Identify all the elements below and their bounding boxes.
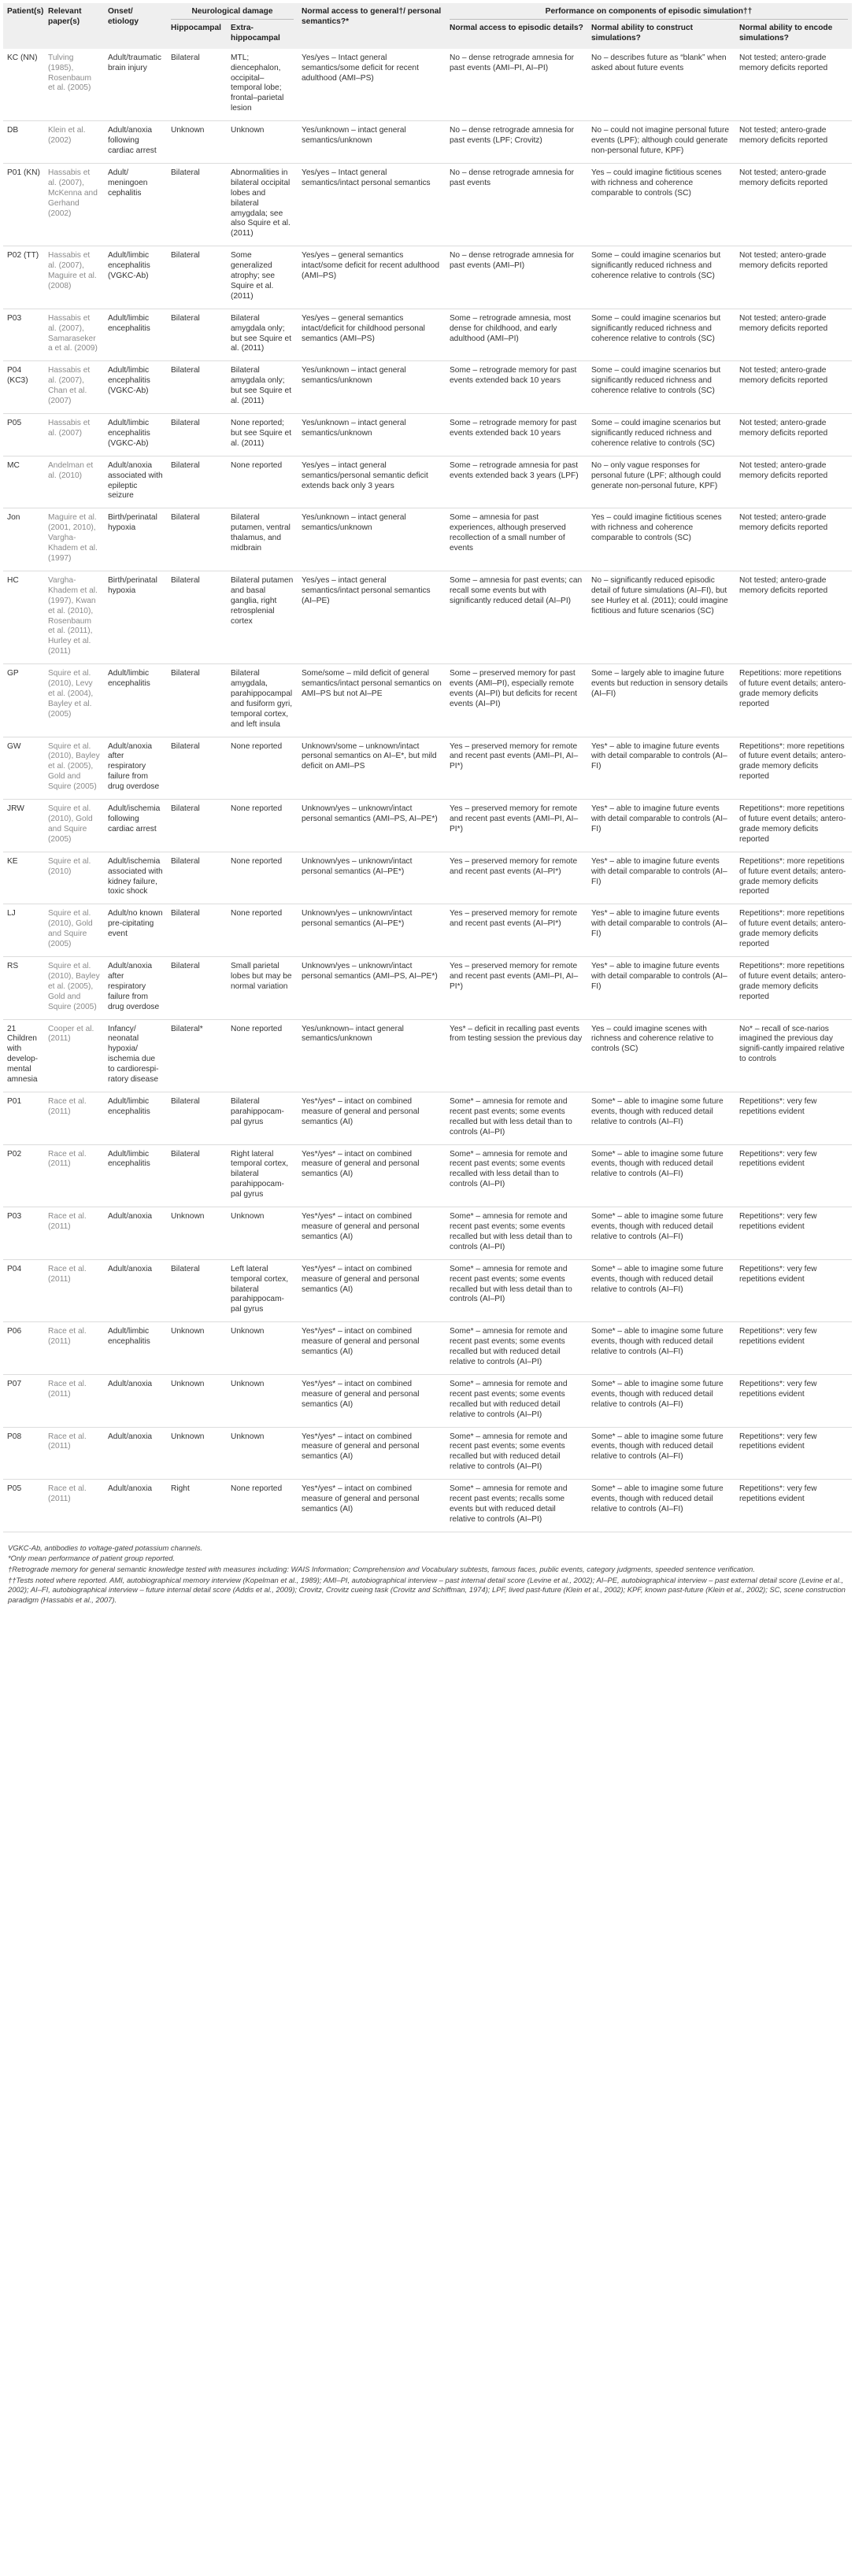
semantics-cell: Unknown/yes – unknown/intact personal semantics (AI–PE*)	[298, 904, 446, 957]
extra-hippocampal-cell: None reported	[227, 737, 298, 800]
semantics-cell: Yes*/yes* – intact on combined measure of general and personal semantics (AI)	[298, 1322, 446, 1375]
patient-cell: GW	[3, 737, 44, 800]
table-row	[3, 800, 852, 852]
episodic-details-cell: No – dense retrograde amnesia for past events	[446, 163, 587, 246]
patient-cell: P04 (KC3)	[3, 361, 44, 414]
onset-cell: Adult/limbic encephalitis	[104, 664, 167, 737]
patient-cell: MC	[3, 456, 44, 508]
extra-hippocampal-cell: None reported	[227, 852, 298, 904]
extra-hippocampal-cell: Unknown	[227, 1322, 298, 1375]
hippocampal-cell: Bilateral	[167, 664, 227, 737]
encode-simulations-cell: Repetitions*: very few repetitions evident	[735, 1322, 852, 1375]
onset-cell: Adult/anoxia	[104, 1259, 167, 1322]
extra-hippocampal-cell: None reported	[227, 1480, 298, 1532]
onset-cell: Adult/anoxia following cardiac arrest	[104, 121, 167, 164]
encode-simulations-cell: Repetitions*: very few repetitions evident	[735, 1207, 852, 1260]
patient-cell: P02	[3, 1144, 44, 1207]
footnote-abbreviation: VGKC-Ab, antibodies to voltage-gated potassium channels.	[8, 1543, 203, 1552]
construct-simulations-cell: Some* – able to imagine some future events, though with reduced detail relative to controls (AI–FI)	[587, 1374, 735, 1427]
construct-simulations-cell: Some – largely able to imagine future events but reduction in sensory details (AI–FI)	[587, 664, 735, 737]
episodic-details-cell: Yes – preserved memory for remote and recent past events (AI–PI*)	[446, 852, 587, 904]
patient-cell: JRW	[3, 800, 44, 852]
hippocampal-cell: Bilateral	[167, 508, 227, 571]
encode-simulations-cell: Repetitions: more repetitions of future event details; antero-grade memory deficits reported	[735, 664, 852, 737]
construct-simulations-cell: Some* – able to imagine some future events, though with reduced detail relative to controls (AI–FI)	[587, 1322, 735, 1375]
construct-simulations-cell: Yes* – able to imagine future events with detail comparable to controls (AI–FI)	[587, 737, 735, 800]
onset-cell: Adult/anoxia after respiratory failure from drug overdose	[104, 737, 167, 800]
amnesia-patients-table	[3, 3, 852, 1532]
construct-simulations-cell: No – significantly reduced episodic detail of future simulations (AI–FI), but see Hurley et al. (2011); could imagine fictitious and future scenarios (SC)	[587, 571, 735, 663]
construct-simulations-cell: Some* – able to imagine some future events, though with reduced detail relative to controls (AI–FI)	[587, 1144, 735, 1207]
semantics-cell: Yes*/yes* – intact on combined measure of general and personal semantics (AI)	[298, 1207, 446, 1260]
semantics-cell: Yes/yes – intact general semantics/personal semantic deficit extends back only 3 years	[298, 456, 446, 508]
papers-cell: Maguire et al. (2001, 2010), Vargha-Khadem et al. (1997)	[44, 508, 104, 571]
encode-simulations-cell: Repetitions*: more repetitions of future event details; antero-grade memory deficits reported	[735, 904, 852, 957]
papers-cell: Hassabis et al. (2007)	[44, 414, 104, 456]
onset-cell: Adult/anoxia	[104, 1374, 167, 1427]
header-episodic-performance-label: Performance on components of episodic simulation††	[450, 7, 848, 20]
encode-simulations-cell: Not tested; antero-grade memory deficits reported	[735, 49, 852, 121]
encode-simulations-cell: Not tested; antero-grade memory deficits reported	[735, 163, 852, 246]
episodic-details-cell: Some* – amnesia for remote and recent past events; some events recalled but with reduced detail relative to controls (AI–PI)	[446, 1322, 587, 1375]
patient-cell: P05	[3, 1480, 44, 1532]
hippocampal-cell: Bilateral	[167, 309, 227, 361]
patient-cell: RS	[3, 956, 44, 1019]
header-semantics: Normal access to general†/ personal semantics?*	[298, 3, 446, 49]
patient-cell: P08	[3, 1427, 44, 1480]
construct-simulations-cell: Some – could imagine scenarios but significantly reduced richness and coherence relative to controls (SC)	[587, 309, 735, 361]
encode-simulations-cell: Not tested; antero-grade memory deficits reported	[735, 571, 852, 663]
extra-hippocampal-cell: Bilateral putamen, ventral thalamus, and midbrain	[227, 508, 298, 571]
footnote-group-mean: *Only mean performance of patient group reported.	[8, 1554, 176, 1563]
footnote-semantic-tests: †Retrograde memory for general semantic knowledge tested with measures including: WAIS Information; Comprehension and Vocabulary subtests, famous faces, public events, category judgments, speeded sentence verification.	[8, 1564, 755, 1573]
table-row	[3, 1322, 852, 1375]
onset-cell: Adult/limbic encephalitis	[104, 1092, 167, 1144]
encode-simulations-cell: Repetitions*: very few repetitions evident	[735, 1144, 852, 1207]
semantics-cell: Yes*/yes* – intact on combined measure of general and personal semantics (AI)	[298, 1427, 446, 1480]
table-row	[3, 163, 852, 246]
table-row	[3, 1480, 852, 1532]
semantics-cell: Yes/yes – Intact general semantics/some deficit for recent adulthood (AMI–PS)	[298, 49, 446, 121]
table-row	[3, 571, 852, 663]
table-row	[3, 956, 852, 1019]
table-row	[3, 852, 852, 904]
semantics-cell: Unknown/yes – unknown/intact personal semantics (AI–PE*)	[298, 852, 446, 904]
onset-cell: Adult/limbic encephalitis	[104, 1144, 167, 1207]
onset-cell: Infancy/ neonatal hypoxia/ ischemia due to cardiorespi-ratory disease	[104, 1019, 167, 1092]
patient-cell: LJ	[3, 904, 44, 957]
episodic-details-cell: Some – preserved memory for past events (AMI–PI), especially remote events (AI–PI) but deficits for recent events (AI–PI)	[446, 664, 587, 737]
episodic-details-cell: Some* – amnesia for remote and recent past events; some events recalled but with less detail than to controls (AI–PI)	[446, 1092, 587, 1144]
papers-cell: Vargha-Khadem et al. (1997), Kwan et al. (2010), Rosenbaum et al. (2011), Hurley et al. (2011)	[44, 571, 104, 663]
extra-hippocampal-cell: Abnormalities in bilateral occipital lobes and bilateral amygdala; see also Squire et al. (2011)	[227, 163, 298, 246]
header-hippocampal: Hippocampal	[167, 21, 227, 49]
encode-simulations-cell: Not tested; antero-grade memory deficits reported	[735, 246, 852, 309]
patient-cell: P06	[3, 1322, 44, 1375]
hippocampal-cell: Bilateral	[167, 456, 227, 508]
patient-cell: KE	[3, 852, 44, 904]
patient-cell: HC	[3, 571, 44, 663]
header-onset: Onset/ etiology	[104, 3, 167, 49]
table-footnotes	[3, 1532, 855, 1606]
papers-cell: Squire et al. (2010), Gold and Squire (2005)	[44, 904, 104, 957]
table-row	[3, 1259, 852, 1322]
semantics-cell: Yes*/yes* – intact on combined measure of general and personal semantics (AI)	[298, 1259, 446, 1322]
semantics-cell: Yes/yes – intact general semantics/intact personal semantics (AI–PE)	[298, 571, 446, 663]
semantics-cell: Unknown/yes – unknown/intact personal semantics (AMI–PS, AI–PE*)	[298, 800, 446, 852]
onset-cell: Birth/perinatal hypoxia	[104, 571, 167, 663]
table-row	[3, 49, 852, 121]
onset-cell: Adult/limbic encephalitis	[104, 309, 167, 361]
episodic-details-cell: Some – retrograde amnesia, most dense for childhood, and early adulthood (AMI–PI)	[446, 309, 587, 361]
header-construct-simulations: Normal ability to construct simulations?	[587, 21, 735, 49]
onset-cell: Adult/anoxia	[104, 1207, 167, 1260]
episodic-details-cell: Some – retrograde memory for past events extended back 10 years	[446, 361, 587, 414]
papers-cell: Race et al. (2011)	[44, 1374, 104, 1427]
encode-simulations-cell: Repetitions*: more repetitions of future event details; antero-grade memory deficits reported	[735, 956, 852, 1019]
table-row	[3, 508, 852, 571]
papers-cell: Cooper et al. (2011)	[44, 1019, 104, 1092]
table-body	[3, 49, 852, 1532]
construct-simulations-cell: Some – could imagine scenarios but significantly reduced richness and coherence relative to controls (SC)	[587, 246, 735, 309]
hippocampal-cell: Right	[167, 1480, 227, 1532]
table-row	[3, 1207, 852, 1260]
extra-hippocampal-cell: Bilateral amygdala only; but see Squire et al. (2011)	[227, 309, 298, 361]
construct-simulations-cell: Yes – could imagine fictitious scenes with richness and coherence comparable to controls (SC)	[587, 163, 735, 246]
episodic-details-cell: Some – retrograde memory for past events extended back 10 years	[446, 414, 587, 456]
header-neurological-damage-label: Neurological damage	[171, 7, 294, 20]
table-row	[3, 414, 852, 456]
construct-simulations-cell: Some* – able to imagine some future events, though with reduced detail relative to controls (AI–FI)	[587, 1259, 735, 1322]
hippocampal-cell: Bilateral	[167, 361, 227, 414]
hippocampal-cell: Unknown	[167, 1207, 227, 1260]
extra-hippocampal-cell: Unknown	[227, 121, 298, 164]
hippocampal-cell: Bilateral	[167, 246, 227, 309]
table-row	[3, 1019, 852, 1092]
episodic-details-cell: Yes – preserved memory for remote and recent past events (AMI–PI, AI–PI*)	[446, 737, 587, 800]
construct-simulations-cell: Some* – able to imagine some future events, though with reduced detail relative to controls (AI–FI)	[587, 1480, 735, 1532]
episodic-details-cell: No – dense retrograde amnesia for past events (LPF; Crovitz)	[446, 121, 587, 164]
onset-cell: Adult/anoxia associated with epileptic seizure	[104, 456, 167, 508]
papers-cell: Squire et al. (2010)	[44, 852, 104, 904]
onset-cell: Adult/limbic encephalitis (VGKC-Ab)	[104, 246, 167, 309]
table-row	[3, 904, 852, 957]
extra-hippocampal-cell: Small parietal lobes but may be normal variation	[227, 956, 298, 1019]
episodic-details-cell: Some* – amnesia for remote and recent past events; recalls some events but with reduced detail relative to controls (AI–PI)	[446, 1480, 587, 1532]
construct-simulations-cell: Yes* – able to imagine future events with detail comparable to controls (AI–FI)	[587, 956, 735, 1019]
hippocampal-cell: Bilateral	[167, 956, 227, 1019]
extra-hippocampal-cell: Bilateral amygdala only; but see Squire et al. (2011)	[227, 361, 298, 414]
construct-simulations-cell: Yes* – able to imagine future events with detail comparable to controls (AI–FI)	[587, 852, 735, 904]
encode-simulations-cell: Not tested; antero-grade memory deficits reported	[735, 414, 852, 456]
header-encode-simulations: Normal ability to encode simulations?	[735, 21, 852, 49]
header-episodic-performance	[446, 3, 852, 21]
construct-simulations-cell: Yes – could imagine fictitious scenes with richness and coherence comparable to controls (SC)	[587, 508, 735, 571]
onset-cell: Adult/anoxia	[104, 1480, 167, 1532]
papers-cell: Squire et al. (2010), Gold and Squire (2005)	[44, 800, 104, 852]
episodic-details-cell: Some* – amnesia for remote and recent past events; some events recalled but with less detail than to controls (AI–PI)	[446, 1259, 587, 1322]
encode-simulations-cell: Not tested; antero-grade memory deficits reported	[735, 309, 852, 361]
table-row	[3, 361, 852, 414]
patient-cell: P03	[3, 1207, 44, 1260]
onset-cell: Adult/anoxia	[104, 1427, 167, 1480]
hippocampal-cell: Unknown	[167, 1427, 227, 1480]
table-row	[3, 456, 852, 508]
onset-cell: Adult/anoxia after respiratory failure from drug overdose	[104, 956, 167, 1019]
onset-cell: Adult/no known pre-cipitating event	[104, 904, 167, 957]
papers-cell: Squire et al. (2010), Levy et al. (2004), Bayley et al. (2005)	[44, 664, 104, 737]
encode-simulations-cell: Repetitions*: very few repetitions evident	[735, 1374, 852, 1427]
header-extra-hippocampal: Extra-hippocampal	[227, 21, 298, 49]
episodic-details-cell: Some* – amnesia for remote and recent past events; some events recalled but with reduced detail relative to controls (AI–PI)	[446, 1374, 587, 1427]
header-episodic-details: Normal access to episodic details?	[446, 21, 587, 49]
hippocampal-cell: Bilateral*	[167, 1019, 227, 1092]
hippocampal-cell: Bilateral	[167, 49, 227, 121]
episodic-details-cell: Yes – preserved memory for remote and recent past events (AMI–PI, AI–PI*)	[446, 956, 587, 1019]
extra-hippocampal-cell: None reported	[227, 456, 298, 508]
extra-hippocampal-cell: Bilateral parahippocam-pal gyrus	[227, 1092, 298, 1144]
encode-simulations-cell: Repetitions*: very few repetitions evident	[735, 1480, 852, 1532]
episodic-details-cell: Some* – amnesia for remote and recent past events; some events recalled but with reduced detail relative to controls (AI–PI)	[446, 1427, 587, 1480]
patient-cell: P02 (TT)	[3, 246, 44, 309]
hippocampal-cell: Bilateral	[167, 904, 227, 957]
semantics-cell: Unknown/yes – unknown/intact personal semantics (AMI–PS, AI–PE*)	[298, 956, 446, 1019]
onset-cell: Adult/ meningoen cephalitis	[104, 163, 167, 246]
construct-simulations-cell: Yes – could imagine scenes with richness and coherence relative to controls (SC)	[587, 1019, 735, 1092]
construct-simulations-cell: No – describes future as “blank” when asked about future events	[587, 49, 735, 121]
encode-simulations-cell: Not tested; antero-grade memory deficits reported	[735, 361, 852, 414]
onset-cell: Adult/limbic encephalitis (VGKC-Ab)	[104, 361, 167, 414]
patient-cell: KC (NN)	[3, 49, 44, 121]
semantics-cell: Unknown/some – unknown/intact personal semantics on AI–E*, but mild deficit on AMI–PS	[298, 737, 446, 800]
table-row	[3, 737, 852, 800]
semantics-cell: Yes/unknown – intact general semantics/unknown	[298, 508, 446, 571]
table-row	[3, 1144, 852, 1207]
onset-cell: Adult/limbic encephalitis	[104, 1322, 167, 1375]
encode-simulations-cell: Not tested; antero-grade memory deficits reported	[735, 508, 852, 571]
extra-hippocampal-cell: Left lateral temporal cortex, bilateral parahippocam-pal gyrus	[227, 1259, 298, 1322]
papers-cell: Race et al. (2011)	[44, 1322, 104, 1375]
onset-cell: Adult/traumatic brain injury	[104, 49, 167, 121]
patient-cell: GP	[3, 664, 44, 737]
patient-cell: P04	[3, 1259, 44, 1322]
papers-cell: Squire et al. (2010), Bayley et al. (2005), Gold and Squire (2005)	[44, 956, 104, 1019]
patient-cell: Jon	[3, 508, 44, 571]
episodic-details-cell: Some – amnesia for past experiences, although preserved recollection of a small number of events	[446, 508, 587, 571]
semantics-cell: Yes/unknown – intact general semantics/unknown	[298, 121, 446, 164]
patient-cell: DB	[3, 121, 44, 164]
construct-simulations-cell: No – only vague responses for personal future (LPF; although could generate non-personal future, KPF)	[587, 456, 735, 508]
patient-cell: P05	[3, 414, 44, 456]
encode-simulations-cell: Not tested; antero-grade memory deficits reported	[735, 121, 852, 164]
semantics-cell: Some/some – mild deficit of general semantics/intact personal semantics on AMI–PS but not AI–PE	[298, 664, 446, 737]
construct-simulations-cell: Some* – able to imagine some future events, though with reduced detail relative to controls (AI–FI)	[587, 1427, 735, 1480]
table-row	[3, 309, 852, 361]
patient-cell: 21 Children with develop-mental amnesia	[3, 1019, 44, 1092]
papers-cell: Hassabis et al. (2007), Chan et al. (2007)	[44, 361, 104, 414]
episodic-details-cell: Some – retrograde amnesia for past events extended back 3 years (LPF)	[446, 456, 587, 508]
papers-cell: Tulving (1985), Rosenbaum et al. (2005)	[44, 49, 104, 121]
extra-hippocampal-cell: None reported	[227, 800, 298, 852]
construct-simulations-cell: Yes* – able to imagine future events with detail comparable to controls (AI–FI)	[587, 904, 735, 957]
extra-hippocampal-cell: MTL; diencephalon, occipital–temporal lobe; frontal–parietal lesion	[227, 49, 298, 121]
onset-cell: Birth/perinatal hypoxia	[104, 508, 167, 571]
construct-simulations-cell: No – could not imagine personal future events (LPF); although could generate non-personal future, KPF)	[587, 121, 735, 164]
extra-hippocampal-cell: Unknown	[227, 1374, 298, 1427]
episodic-details-cell: Yes – preserved memory for remote and recent past events (AI–PI*)	[446, 904, 587, 957]
hippocampal-cell: Unknown	[167, 121, 227, 164]
hippocampal-cell: Bilateral	[167, 852, 227, 904]
episodic-details-cell: No – dense retrograde amnesia for past events (AMI–PI)	[446, 246, 587, 309]
hippocampal-cell: Bilateral	[167, 800, 227, 852]
table-row	[3, 1092, 852, 1144]
papers-cell: Andelman et al. (2010)	[44, 456, 104, 508]
semantics-cell: Yes/yes – general semantics intact/deficit for childhood personal semantics (AMI–PS)	[298, 309, 446, 361]
table-row	[3, 1427, 852, 1480]
onset-cell: Adult/ischemia following cardiac arrest	[104, 800, 167, 852]
construct-simulations-cell: Some – could imagine scenarios but significantly reduced richness and coherence relative to controls (SC)	[587, 361, 735, 414]
extra-hippocampal-cell: Unknown	[227, 1427, 298, 1480]
hippocampal-cell: Bilateral	[167, 737, 227, 800]
construct-simulations-cell: Some – could imagine scenarios but significantly reduced richness and coherence relative to controls (SC)	[587, 414, 735, 456]
episodic-details-cell: Yes* – deficit in recalling past events from testing session the previous day	[446, 1019, 587, 1092]
semantics-cell: Yes/unknown – intact general semantics/unknown	[298, 414, 446, 456]
semantics-cell: Yes/yes – Intact general semantics/intact personal semantics	[298, 163, 446, 246]
table-row	[3, 664, 852, 737]
extra-hippocampal-cell: None reported; but see Squire et al. (2011)	[227, 414, 298, 456]
extra-hippocampal-cell: Bilateral amygdala, parahippocampal and fusiform gyri, temporal cortex, and left insula	[227, 664, 298, 737]
onset-cell: Adult/limbic encephalitis (VGKC-Ab)	[104, 414, 167, 456]
papers-cell: Race et al. (2011)	[44, 1144, 104, 1207]
encode-simulations-cell: Repetitions*: very few repetitions evident	[735, 1092, 852, 1144]
hippocampal-cell: Bilateral	[167, 1144, 227, 1207]
extra-hippocampal-cell: Some generalized atrophy; see Squire et al. (2011)	[227, 246, 298, 309]
papers-cell: Race et al. (2011)	[44, 1207, 104, 1260]
papers-cell: Race et al. (2011)	[44, 1427, 104, 1480]
table-row	[3, 121, 852, 164]
semantics-cell: Yes/yes – general semantics intact/some deficit for recent adulthood (AMI–PS)	[298, 246, 446, 309]
table-row	[3, 1374, 852, 1427]
papers-cell: Hassabis et al. (2007), Samarasekera et al. (2009)	[44, 309, 104, 361]
construct-simulations-cell: Some* – able to imagine some future events, though with reduced detail relative to controls (AI–FI)	[587, 1207, 735, 1260]
episodic-details-cell: Some – amnesia for past events; can recall some events but with significantly reduced detail (AI–PI)	[446, 571, 587, 663]
papers-cell: Klein et al. (2002)	[44, 121, 104, 164]
patient-cell: P01 (KN)	[3, 163, 44, 246]
onset-cell: Adult/ischemia associated with kidney failure, toxic shock	[104, 852, 167, 904]
episodic-details-cell: Some* – amnesia for remote and recent past events; some events recalled with less detail than to controls (AI–PI)	[446, 1144, 587, 1207]
encode-simulations-cell: Not tested; antero-grade memory deficits reported	[735, 456, 852, 508]
episodic-details-cell: Some* – amnesia for remote and recent past events; some events recalled but with less detail than to controls (AI–PI)	[446, 1207, 587, 1260]
patient-cell: P03	[3, 309, 44, 361]
extra-hippocampal-cell: None reported	[227, 904, 298, 957]
papers-cell: Race et al. (2011)	[44, 1480, 104, 1532]
patient-cell: P07	[3, 1374, 44, 1427]
hippocampal-cell: Bilateral	[167, 1092, 227, 1144]
table-header	[3, 3, 852, 49]
header-patients: Patient(s)	[3, 3, 44, 49]
encode-simulations-cell: No* – recall of sce-narios imagined the previous day signifi-cantly impaired relative to controls	[735, 1019, 852, 1092]
hippocampal-cell: Unknown	[167, 1322, 227, 1375]
construct-simulations-cell: Yes* – able to imagine future events with detail comparable to controls (AI–FI)	[587, 800, 735, 852]
patient-cell: P01	[3, 1092, 44, 1144]
encode-simulations-cell: Repetitions*: more repetitions of future event details; antero-grade memory deficits reported	[735, 800, 852, 852]
encode-simulations-cell: Repetitions*: very few repetitions evident	[735, 1259, 852, 1322]
extra-hippocampal-cell: Right lateral temporal cortex, bilateral parahippocam-pal gyrus	[227, 1144, 298, 1207]
semantics-cell: Yes/unknown– intact general semantics/unknown	[298, 1019, 446, 1092]
episodic-details-cell: Yes – preserved memory for remote and recent past events (AMI–PI, AI–PI*)	[446, 800, 587, 852]
encode-simulations-cell: Repetitions*: very few repetitions evident	[735, 1427, 852, 1480]
hippocampal-cell: Bilateral	[167, 571, 227, 663]
hippocampal-cell: Unknown	[167, 1374, 227, 1427]
papers-cell: Hassabis et al. (2007), McKenna and Gerhand (2002)	[44, 163, 104, 246]
papers-cell: Squire et al. (2010), Bayley et al. (2005), Gold and Squire (2005)	[44, 737, 104, 800]
header-neurological-damage	[167, 3, 298, 21]
hippocampal-cell: Bilateral	[167, 414, 227, 456]
semantics-cell: Yes*/yes* – intact on combined measure of general and personal semantics (AI)	[298, 1480, 446, 1532]
hippocampal-cell: Bilateral	[167, 163, 227, 246]
papers-cell: Hassabis et al. (2007), Maguire et al. (2008)	[44, 246, 104, 309]
semantics-cell: Yes*/yes* – intact on combined measure of general and personal semantics (AI)	[298, 1144, 446, 1207]
semantics-cell: Yes/unknown – intact general semantics/unknown	[298, 361, 446, 414]
extra-hippocampal-cell: Unknown	[227, 1207, 298, 1260]
encode-simulations-cell: Repetitions*: more repetitions of future event details; antero-grade memory deficits reported	[735, 852, 852, 904]
papers-cell: Race et al. (2011)	[44, 1092, 104, 1144]
footnote-test-abbreviations: ††Tests noted where reported. AMI, autobiographical memory interview (Kopelman et al., 1989); AMI–PI, autobiographical interview – past internal detail score (Levine et al., 2002); AI–PE, autobiographical interview – past external detail score (Levine et al., 2002); AI–FI, autobiographical interview – future internal detail score (Addis et al., 2009); Crovitz, Crovitz cueing task (Crovitz and Schiffman, 1974); LPF, lived past-future (Klein et al., 2002); KPF, known past-future (Klein et al., 2002); SC, scene construction paradigm (Hassabis et al., 2007).	[8, 1575, 846, 1604]
episodic-details-cell: No – dense retrograde amnesia for past events (AMI–PI, AI–PI)	[446, 49, 587, 121]
header-papers: Relevant paper(s)	[44, 3, 104, 49]
encode-simulations-cell: Repetitions*: more repetitions of future event details; antero-grade memory deficits reported	[735, 737, 852, 800]
semantics-cell: Yes*/yes* – intact on combined measure of general and personal semantics (AI)	[298, 1374, 446, 1427]
semantics-cell: Yes*/yes* – intact on combined measure of general and personal semantics (AI)	[298, 1092, 446, 1144]
hippocampal-cell: Bilateral	[167, 1259, 227, 1322]
construct-simulations-cell: Some* – able to imagine some future events, though with reduced detail relative to controls (AI–FI)	[587, 1092, 735, 1144]
table-row	[3, 246, 852, 309]
extra-hippocampal-cell: None reported	[227, 1019, 298, 1092]
papers-cell: Race et al. (2011)	[44, 1259, 104, 1322]
extra-hippocampal-cell: Bilateral putamen and basal ganglia, right retrosplenial cortex	[227, 571, 298, 663]
